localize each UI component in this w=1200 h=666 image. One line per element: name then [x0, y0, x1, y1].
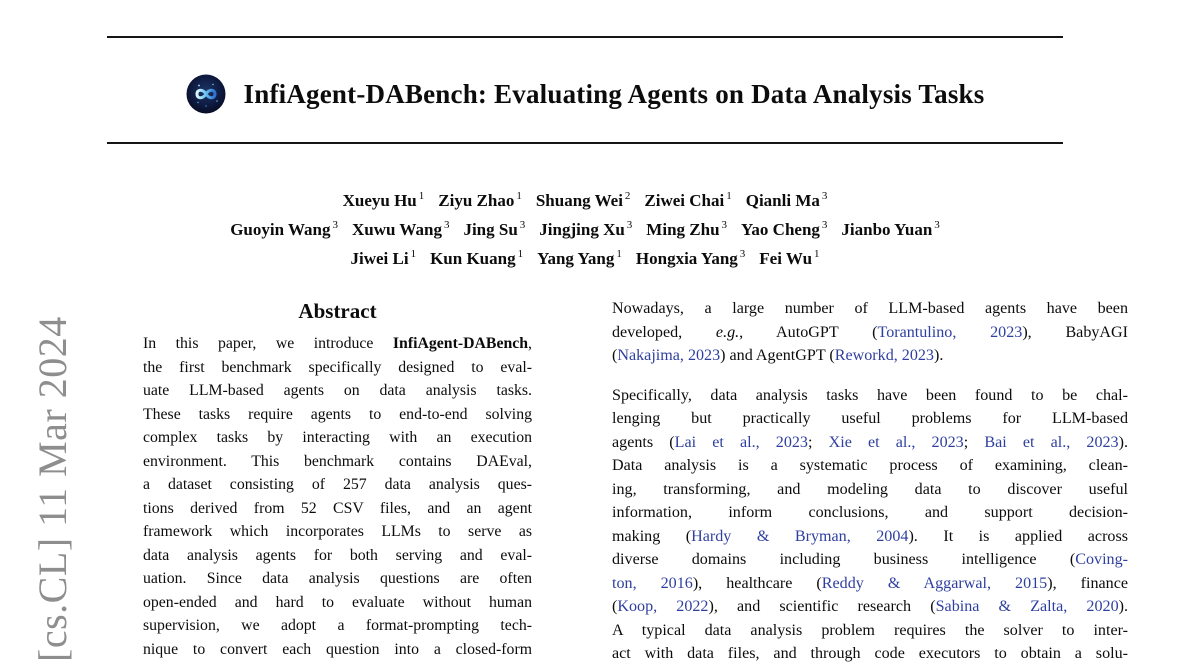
- text-segment: ;: [963, 433, 985, 451]
- text-segment: environment. This benchmark contains DAEval,: [143, 452, 532, 470]
- text-line: [143, 520, 532, 544]
- citation-link[interactable]: Reddy & Aggarwal, 2015: [821, 574, 1048, 592]
- text-segment: ). It is applied across: [908, 527, 1128, 545]
- text-segment: ) and AgentGPT (: [720, 347, 835, 364]
- text-segment: complex tasks by interacting with an execution: [143, 429, 532, 446]
- citation-link[interactable]: Nakajima, 2023: [617, 347, 721, 364]
- authors-line: [107, 213, 1063, 242]
- authors-line: [107, 242, 1063, 271]
- title-rule-bottom: [107, 142, 1063, 144]
- abstract-body: [143, 332, 532, 661]
- text-segment: e.g.: [715, 323, 740, 341]
- citation-link[interactable]: Torantulino, 2023: [877, 323, 1023, 341]
- text-segment: ).: [1118, 598, 1129, 615]
- paper-title: InfiAgent-DABench: Evaluating Agents on Data Analysis Tasks: [243, 78, 985, 109]
- text-line: [612, 297, 1128, 321]
- text-segment: supervision, we adopt a format-prompting tech-: [143, 617, 532, 634]
- text-segment: ), finance: [1047, 574, 1128, 592]
- title-block: [107, 74, 1063, 114]
- author-name: Fei Wu $^1$: [759, 248, 820, 268]
- author-name: Ziyu Zhao $^1$: [438, 190, 522, 210]
- text-segment: open-ended and hard to evaluate without human: [143, 593, 532, 611]
- infinity-logo-icon: [186, 74, 226, 114]
- text-segment: framework which incorporates LLMs to serve as: [143, 523, 532, 540]
- text-segment: ).: [933, 347, 944, 364]
- text-segment: ;: [807, 433, 829, 451]
- text-segment: tions derived from 52 CSV files, and an agent: [143, 499, 532, 517]
- text-line: [143, 356, 532, 380]
- citation-link[interactable]: Koop, 2022: [617, 598, 709, 615]
- citation-link[interactable]: Coving-: [1075, 551, 1128, 568]
- author-name: Jiwei Li $^1$: [350, 248, 417, 268]
- text-line: [143, 497, 532, 521]
- author-name: Shuang Wei $^2$: [535, 190, 631, 210]
- author-name: Guoyin Wang $^3$: [230, 219, 339, 239]
- text-line: [143, 450, 532, 474]
- author-name: Xueyu Hu $^1$: [342, 190, 425, 210]
- text-line: [612, 321, 1128, 345]
- text-line: [612, 454, 1128, 478]
- text-line: [612, 642, 1128, 666]
- citation-link[interactable]: ton, 2016: [612, 574, 693, 592]
- text-segment: Specifically, data analysis tasks have been found to be chal-: [612, 386, 1128, 404]
- text-segment: , AutoGPT (: [739, 323, 878, 341]
- citation-link[interactable]: Bai et al., 2023: [984, 433, 1119, 451]
- text-line: [143, 638, 532, 662]
- text-line: [612, 619, 1128, 643]
- author-name: Kun Kuang $^1$: [430, 248, 524, 268]
- text-segment: Data analysis is a systematic process of examining, clean-: [612, 457, 1128, 474]
- citation-link[interactable]: Sabina & Zalta, 2020: [935, 598, 1119, 615]
- citation-link[interactable]: Lai et al., 2023: [674, 433, 808, 451]
- text-line: [612, 548, 1128, 572]
- text-segment: ing, transforming, and modeling data to discover useful: [612, 480, 1128, 498]
- abstract-section: [143, 299, 532, 661]
- authors-line: [107, 184, 1063, 213]
- text-segment: uation. Since data analysis questions are often: [143, 570, 532, 587]
- citation-link[interactable]: Xie et al., 2023: [828, 433, 964, 451]
- text-segment: Nowadays, a large number of LLM-based agents have been: [612, 300, 1128, 317]
- author-name: Jing Su $^3$: [463, 219, 526, 239]
- abstract-heading: Abstract: [298, 299, 377, 323]
- text-segment: (: [612, 598, 618, 615]
- text-segment: InfiAgent-DABench: [392, 335, 529, 352]
- arxiv-stamp-label: [cs.CL] 11 Mar 2024: [30, 316, 75, 662]
- text-segment: A typical data analysis problem requires the solver to inter-: [612, 621, 1128, 639]
- intro-paragraph: [612, 297, 1128, 368]
- author-name: Ming Zhu $^3$: [646, 219, 728, 239]
- citation-link[interactable]: Reworkd, 2023: [834, 347, 934, 364]
- text-line: [612, 595, 1128, 619]
- text-line: [612, 501, 1128, 525]
- text-segment: ,: [528, 335, 532, 352]
- text-line: [143, 614, 532, 638]
- text-line: [143, 426, 532, 450]
- text-segment: making (: [612, 527, 692, 545]
- text-segment: ).: [1118, 433, 1128, 451]
- intro-paragraph: [612, 384, 1128, 666]
- text-segment: diverse domains including business intelligence (: [612, 551, 1076, 568]
- introduction-column: [612, 297, 1128, 666]
- text-segment: These tasks require agents to end-to-end solving: [143, 405, 532, 423]
- text-line: [612, 407, 1128, 431]
- author-name: Jingjing Xu $^3$: [539, 219, 633, 239]
- text-segment: act with data files, and through code executors to obtain a solu-: [612, 645, 1128, 662]
- text-line: [143, 379, 532, 403]
- text-line: [143, 567, 532, 591]
- text-line: [143, 332, 532, 356]
- author-name: Yang Yang $^1$: [537, 248, 622, 268]
- text-segment: information, inform conclusions, and support decision-: [612, 504, 1128, 521]
- text-line: [612, 525, 1128, 549]
- text-line: [612, 478, 1128, 502]
- author-name: Qianli Ma $^3$: [745, 190, 828, 210]
- text-segment: (: [612, 347, 618, 364]
- text-segment: agents (: [612, 433, 675, 451]
- text-segment: a dataset consisting of 257 data analysis ques-: [143, 476, 532, 493]
- text-line: [143, 473, 532, 497]
- text-line: [143, 591, 532, 615]
- text-line: [612, 344, 1128, 368]
- text-line: [612, 384, 1128, 408]
- text-segment: ), and scientific research (: [708, 598, 936, 615]
- author-name: Hongxia Yang $^3$: [635, 248, 746, 268]
- text-segment: developed,: [612, 323, 716, 341]
- author-name: Ziwei Chai $^1$: [644, 190, 732, 210]
- text-segment: In this paper, we introduce: [143, 335, 393, 352]
- text-segment: ), healthcare (: [692, 574, 822, 592]
- text-line: [612, 431, 1128, 455]
- text-line: [143, 544, 532, 568]
- author-name: Xuwu Wang $^3$: [352, 219, 450, 239]
- text-line: [612, 572, 1128, 596]
- text-segment: ), BabyAGI: [1022, 323, 1129, 341]
- text-segment: the first benchmark specifically designed to eval-: [143, 358, 532, 376]
- authors-block: [107, 184, 1063, 271]
- text-segment: nique to convert each question into a closed-form: [143, 640, 532, 658]
- author-name: Jianbo Yuan $^3$: [841, 219, 940, 239]
- text-line: [143, 403, 532, 427]
- title-rule-top: [107, 36, 1063, 38]
- text-segment: data analysis agents for both serving and eval-: [143, 546, 532, 564]
- text-segment: lenging but practically useful problems for LLM-based: [612, 410, 1128, 427]
- citation-link[interactable]: Hardy & Bryman, 2004: [691, 527, 909, 545]
- text-segment: uate LLM-based agents on data analysis tasks.: [143, 382, 532, 399]
- author-name: Yao Cheng $^3$: [741, 219, 828, 239]
